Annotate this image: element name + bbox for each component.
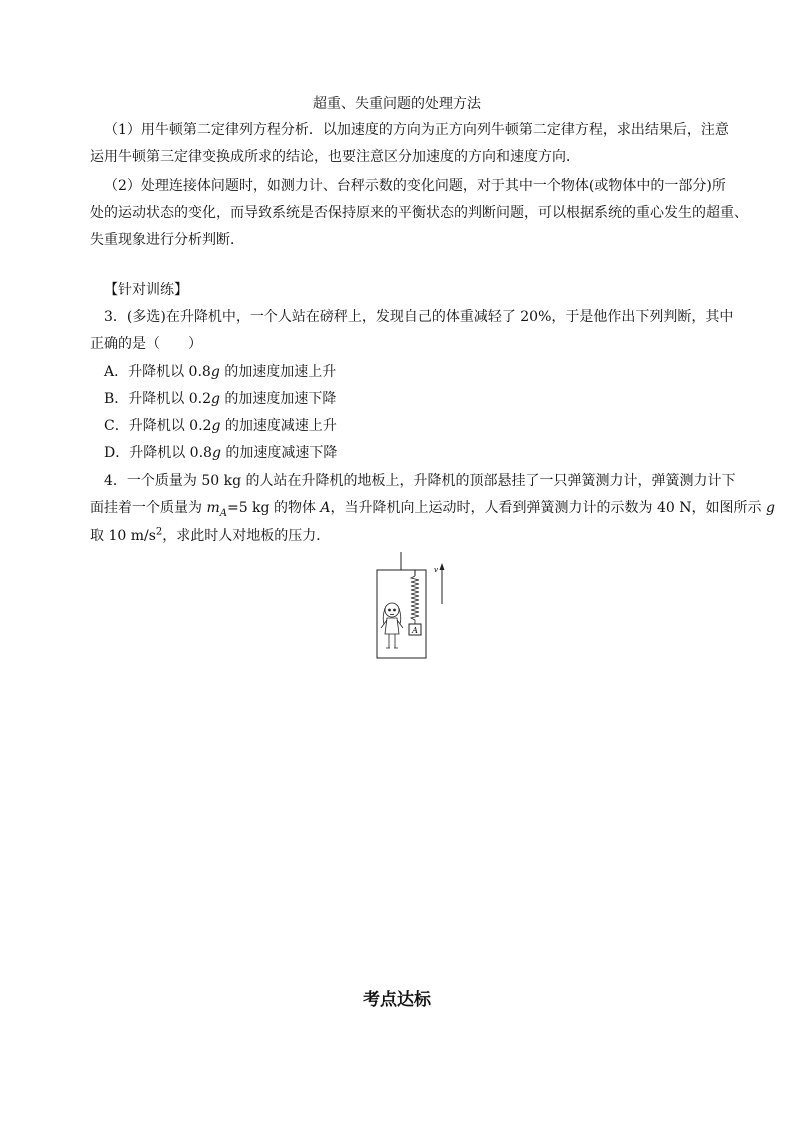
q3-line1: 3．(多选)在升降机中，一个人站在磅秤上，发现自己的体重减轻了 20%，于是他作出下列判断，其中 bbox=[104, 309, 734, 325]
q3-line2: 正确的是（ ） bbox=[90, 336, 202, 352]
para1-line2: 运用牛顿第三定律变换成所求的结论，也要注意区分加速度的方向和速度方向． bbox=[90, 149, 580, 165]
training-heading: 【针对训练】 bbox=[104, 282, 188, 298]
elevator-cabin bbox=[377, 570, 426, 658]
para2-line2: 处的运动状态的变化，而导致系统是否保持原来的平衡状态的判断问题，可以根据系统的重心发生的超重、 bbox=[90, 205, 748, 221]
q4-line2: 面挂着一个质量为 $m_A=5$ kg 的物体 A，当升降机向上运动时，人看到弹簧测力计的示数为 40 N，如图所示 g bbox=[90, 500, 775, 519]
block-a-label: A bbox=[412, 626, 418, 635]
para2-line3: 失重现象进行分析判断． bbox=[90, 232, 244, 248]
q4-line1: 4．一个质量为 50 kg 的人站在升降机的地板上，升降机的顶部悬挂了一只弹簧测力计，弹簧测力计下 bbox=[104, 473, 736, 489]
q3-option-a: A．升降机以 0.8g 的加速度加速上升 bbox=[104, 364, 337, 380]
q4-line3: 取 10 $m/s^2$，求此时人对地板的压力． bbox=[90, 526, 331, 544]
elevator-figure bbox=[368, 552, 448, 660]
footer-title: 考点达标 bbox=[363, 990, 431, 1010]
velocity-label: v bbox=[434, 566, 438, 574]
para1-line1: （1）用牛顿第二定律列方程分析．以加速度的方向为正方向列牛顿第二定律方程，求出结果后，注意 bbox=[104, 122, 729, 138]
q3-option-c: C．升降机以 0.2g 的加速度减速上升 bbox=[104, 418, 337, 434]
q3-option-b: B．升降机以 0.2g 的加速度加速下降 bbox=[104, 391, 337, 407]
velocity-arrow-head bbox=[440, 563, 445, 570]
person-figure bbox=[381, 603, 403, 648]
section-title: 超重、失重问题的处理方法 bbox=[313, 96, 481, 112]
para2-line1: （2）处理连接体问题时，如测力计、台秤示数的变化问题，对于其中一个物体(或物体中的一部分)所 bbox=[104, 178, 726, 194]
spring-scale bbox=[411, 576, 419, 624]
q3-option-d: D．升降机以 0.8g 的加速度减速下降 bbox=[104, 445, 338, 461]
